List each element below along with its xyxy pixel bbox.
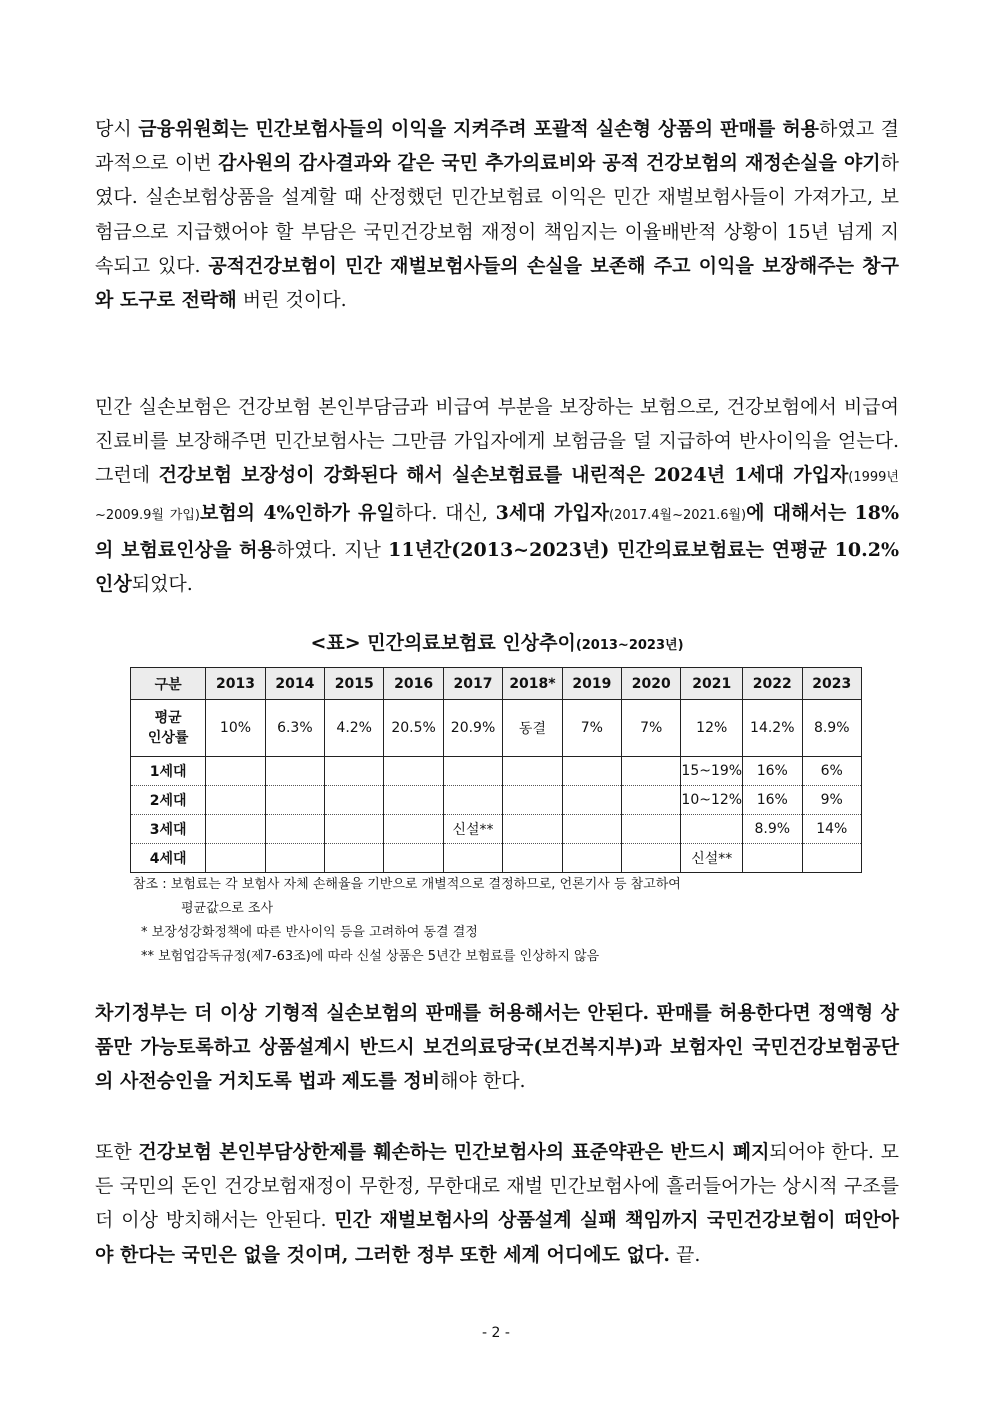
text-span: 끝. [669,1243,701,1266]
table-cell [265,757,324,786]
header-cell: 2016 [384,668,443,700]
table-cell [503,786,562,815]
text-span: 민간 실손보험은 건강보험 본인부담금과 비급여 부분을 보장하는 보험으로, 건강보험에서 비급여 진료비를 보장해주면 민간보험사는 그만큼 가입자에게 보험금을 덜 지급하여 반사이익을 얻는다. 그런데 [95,396,899,487]
table-cell [743,844,802,873]
table-cell [325,757,384,786]
note-line: * 보장성강화정책에 따른 반사이익 등을 고려하여 동결 결정 [141,925,478,940]
header-cell: 2018* [503,668,562,700]
table-cell: 14.2% [743,700,802,757]
table-cell [206,844,265,873]
table-row-gen2 [131,786,862,815]
table-cell: 동결 [503,700,562,757]
table-cell: 8.9% [743,815,802,844]
bold-span: 보험의 4%인하가 유일 [199,501,395,524]
table-cell [384,757,443,786]
paragraph-3 [95,996,899,1099]
header-cell: 2013 [206,668,265,700]
table-cell: 20.9% [443,700,502,757]
text-span: 되었다. [131,573,193,596]
table-cell [622,844,681,873]
bold-span: 11년간(2013~2023년) 민간의료보험료는 연평균 10.2%인상 [95,538,900,596]
table-cell [562,786,621,815]
period-note: (2017.4월~2021.6월) [608,507,747,523]
bold-span: 민간 재벌보험사의 상품설계 실패 책임까지 국민건강보험이 떠안아야 한다는 국민은 없을 것이며, 그러한 정부 또한 세계 어디에도 없다. [95,1209,900,1266]
row-label: 3세대 [131,815,206,844]
table-cell [562,844,621,873]
header-cell: 2021 [681,668,743,700]
caption-text: <표> 민간의료보험료 인상추이 [310,632,576,654]
table-cell [443,786,502,815]
table-cell [206,757,265,786]
table-cell: 9% [802,786,862,815]
paragraph-2 [95,390,899,601]
header-cell: 2022 [743,668,802,700]
row-label-line: 인상률 [147,730,189,746]
table-cell [384,786,443,815]
table-cell: 신설** [681,844,743,873]
table-notes [133,873,873,969]
table-cell [443,757,502,786]
text-span: 또한 [95,1141,139,1163]
table-cell [503,844,562,873]
bold-span: 감사원의 감사결과와 같은 국민 추가의료비와 공적 건강보험의 재정손실을 야기 [218,152,881,175]
bold-span: 금융위원회는 민간보험사들의 이익을 지켜주려 포괄적 실손형 상품의 판매를 허용 [138,118,820,140]
table-cell: 16% [743,786,802,815]
text-span: 되어야 한다. 모든 국민의 돈인 건강보험재정이 무한정, 무한대로 재벌 민간보험사에 흘러들어가는 상시적 구조를 더 이상 방치해서는 안된다. [95,1141,899,1232]
header-cell: 2019 [562,668,621,700]
row-label: 2세대 [131,786,206,815]
table-cell [503,815,562,844]
table-cell [265,815,324,844]
table-cell [265,844,324,873]
table-cell: 12% [681,700,743,757]
table-cell: 6.3% [265,700,324,757]
table-cell [384,844,443,873]
table-cell: 7% [562,700,621,757]
bold-span: 공적건강보험이 민간 재벌보험사들의 손실을 보존해 주고 이익을 보장해주는 창구와 도구로 전락해 [95,254,899,312]
page-number: - 2 - [482,1325,510,1341]
text-span: 당시 [95,118,139,140]
bold-span: 3세대 가입자 [495,501,609,524]
table-row-gen4 [131,844,862,873]
header-cell: 구분 [131,668,206,700]
table-cell: 10~12% [681,786,743,815]
table-cell: 신설** [443,815,502,844]
table-header-row [131,668,862,700]
text-span: 하였다. 실손보험상품을 설계할 때 산정했던 민간보험료 이익은 민간 재벌보험사들이 가져가고, 보험금으로 지급했어야 할 부담은 국민건강보험 재정이 책임지는 이율배반적 상황이 15년 넘게 지속되고 있다. [95,152,899,277]
table-cell: 20.5% [384,700,443,757]
row-label: 4세대 [131,844,206,873]
table-cell [325,786,384,815]
header-cell: 2015 [325,668,384,700]
row-label-line: 평균 [154,710,182,726]
table-row-average [131,700,862,757]
text-span: 버린 것이다. [236,289,347,312]
row-label: 1세대 [131,757,206,786]
table-cell: 14% [802,815,862,844]
table-cell: 7% [622,700,681,757]
bold-span: 건강보험 보장성이 강화된다 해서 실손보험료를 내린적은 2024년 1세대 가입자 [158,464,849,487]
row-label [131,700,206,757]
header-cell: 2020 [622,668,681,700]
bold-span: 차기정부는 더 이상 기형적 실손보험의 판매를 허용해서는 안된다. 판매를 허용한다면 정액형 상품만 가능토록하고 상품설계시 반드시 보건의료당국(보건복지부)과 보험자인 국민건강보험공단의 사전승인을 거치도록 법과 제도를 정비 [95,1002,899,1093]
header-cell: 2017 [443,668,502,700]
table-cell: 10% [206,700,265,757]
text-span: 하다. 대신, [394,501,496,524]
paragraph-4 [95,1135,899,1272]
note-line: 평균값으로 조사 [181,901,274,916]
header-cell: 2023 [802,668,862,700]
table-cell: 16% [743,757,802,786]
table-cell [622,815,681,844]
text-span: 하였다. 지난 [275,538,389,561]
table-cell [206,786,265,815]
table-caption [95,628,899,655]
table-cell [384,815,443,844]
table-cell: 4.2% [325,700,384,757]
note-line: ** 보험업감독규정(제7-63조)에 따라 신설 상품은 5년간 보험료를 인상하지 않음 [141,949,600,964]
table-cell [206,815,265,844]
bold-span: 건강보험 본인부담상한제를 훼손하는 민간보험사의 표준약관은 반드시 폐지 [138,1141,770,1163]
table-cell [562,757,621,786]
table-cell [265,786,324,815]
table-row-gen3 [131,815,862,844]
table-row-gen1 [131,757,862,786]
table-cell [325,815,384,844]
paragraph-1 [95,112,899,317]
table-cell [325,844,384,873]
bold-span: 에 대해서는 18%의 보험료인상을 허용 [95,501,900,561]
table-cell [562,815,621,844]
text-span: 해야 한다. [440,1070,526,1093]
table-cell: 15~19% [681,757,743,786]
premium-increase-table [130,667,862,873]
table-cell [681,815,743,844]
header-cell: 2014 [265,668,324,700]
table-cell [443,844,502,873]
table-cell [622,757,681,786]
table-cell: 6% [802,757,862,786]
text-span: 하였고 결과적으로 이번 [95,118,899,175]
table-cell: 8.9% [802,700,862,757]
table-cell [503,757,562,786]
table-cell [622,786,681,815]
caption-period: (2013~2023년) [575,638,684,653]
period-note: (1999년~2009.9월 가입) [95,470,899,523]
note-line: 참조 : 보험료는 각 보험사 자체 손해율을 기반으로 개별적으로 결정하므로, 언론기사 등 참고하여 [133,877,681,892]
table-cell [802,844,862,873]
